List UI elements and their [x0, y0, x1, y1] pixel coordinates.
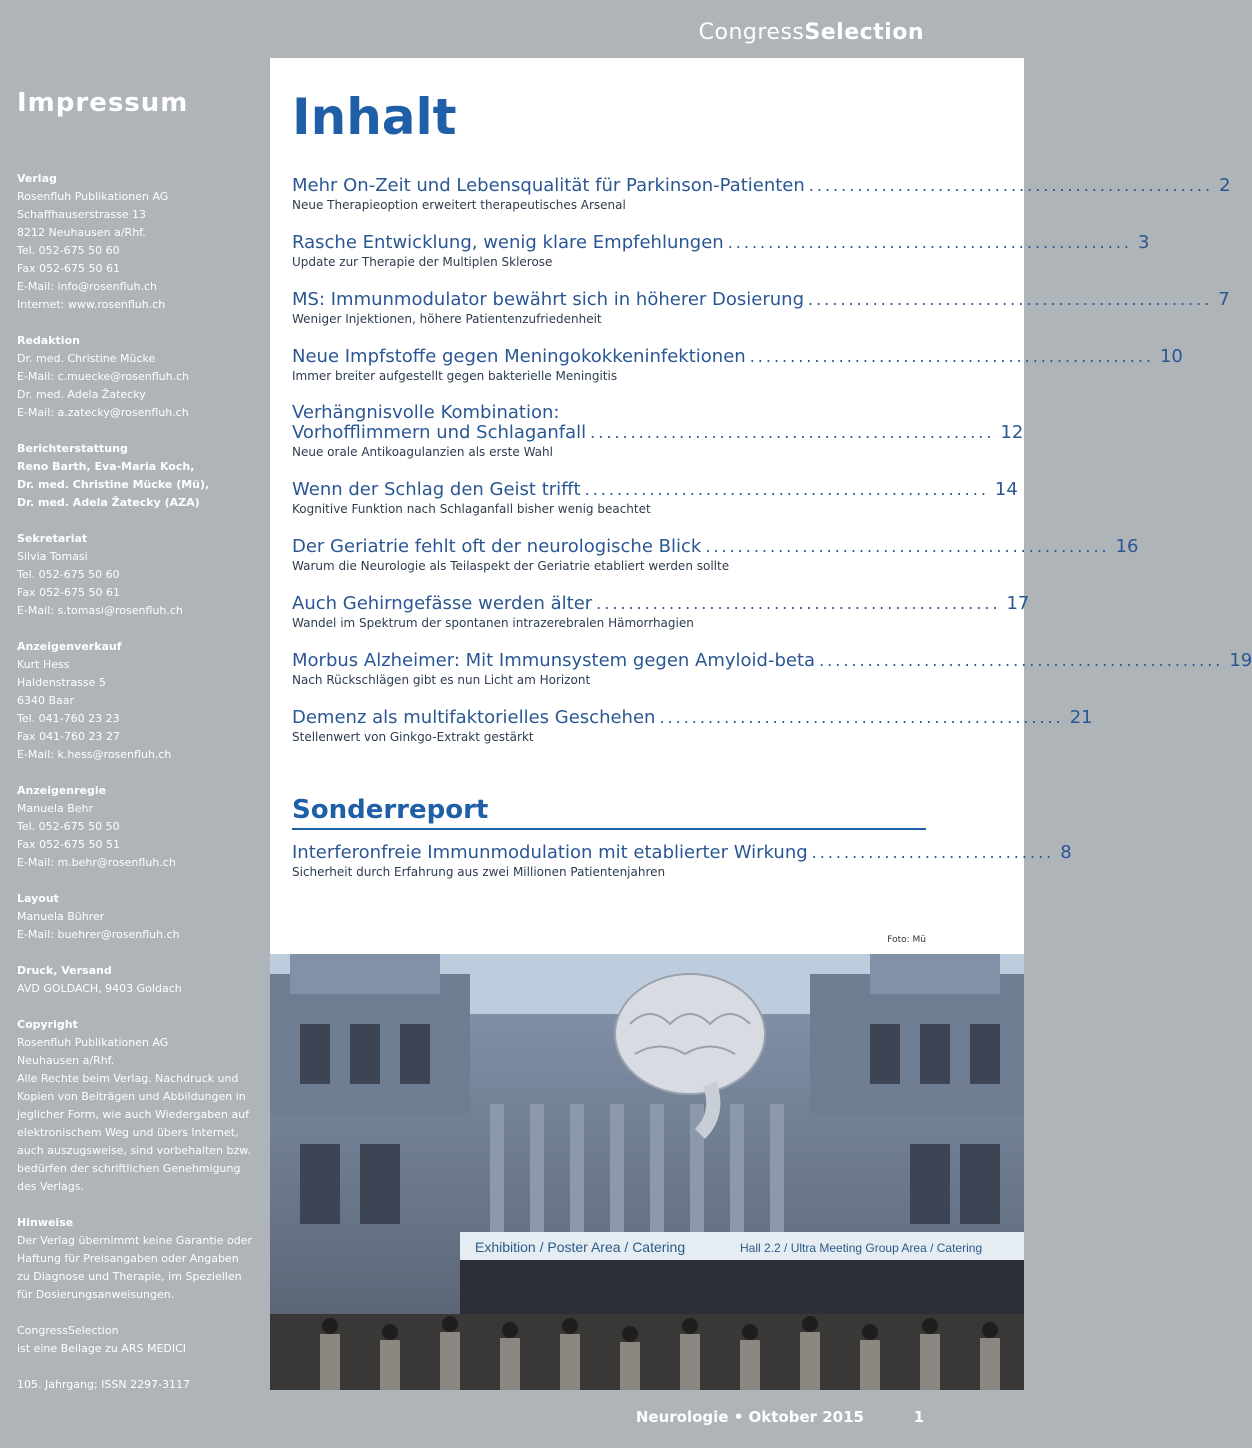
toc-entry-title: Vorhofflimmern und Schlaganfall — [292, 422, 587, 443]
toc-entry[interactable] — [292, 842, 1072, 899]
toc-entry-title: Rasche Entwicklung, wenig klare Empfehlungen — [292, 232, 724, 253]
toc-entry[interactable] — [292, 289, 1230, 346]
toc-leader-dots: .................................................. — [584, 480, 989, 499]
impressum-line: Schaffhauserstrasse 13 — [17, 208, 147, 221]
toc-entry-page: 2 — [1219, 175, 1231, 196]
impressum-line: jeglicher Form, wie auch Wiedergaben auf — [17, 1108, 250, 1121]
toc-entry-title: Der Geriatrie fehlt oft der neurologische Blick — [292, 536, 702, 557]
impressum-line: Neuhausen a/Rhf. — [17, 1054, 115, 1067]
impressum-line: 8212 Neuhausen a/Rhf. — [17, 226, 146, 239]
impressum-line: 6340 Baar — [17, 694, 75, 707]
impressum-section — [17, 638, 262, 764]
impressum-line: E-Mail: m.behr@rosenfluh.ch — [17, 856, 176, 869]
impressum-line: E-Mail: c.muecke@rosenfluh.ch — [17, 370, 190, 383]
impressum-section — [17, 962, 262, 998]
toc-entry-page: 12 — [1000, 422, 1024, 443]
toc-entry-page: 21 — [1069, 707, 1093, 728]
toc-entry-title: Auch Gehirngefässe werden älter — [292, 593, 593, 614]
toc-entry-page: 19 — [1229, 650, 1252, 671]
impressum-line: Kurt Hess — [17, 658, 70, 671]
impressum-section — [17, 530, 262, 620]
impressum-section — [17, 1322, 262, 1358]
impressum-line: Haftung für Preisangaben oder Angaben — [17, 1252, 239, 1265]
impressum-line: Rosenfluh Publikationen AG — [17, 190, 169, 203]
impressum-line: E-Mail: buehrer@rosenfluh.ch — [17, 928, 180, 941]
toc-entry-subtitle: Neue Therapieoption erweitert therapeutisches Arsenal — [292, 198, 626, 212]
impressum-line: Kopien von Beiträgen und Abbildungen in — [17, 1090, 246, 1103]
toc-leader-dots: .................................................. — [749, 347, 1154, 366]
impressum-section — [17, 1214, 262, 1304]
toc-entry[interactable] — [292, 479, 1018, 536]
toc-list — [292, 175, 1252, 764]
brand-bold: Selection — [804, 20, 924, 45]
toc-leader-dots: .................................................. — [659, 708, 1064, 727]
sonderreport-section — [292, 792, 1072, 899]
toc-entry-page: 3 — [1137, 232, 1150, 253]
impressum-section — [17, 332, 262, 422]
impressum-line: Dr. med. Adela Žatecky — [17, 388, 146, 401]
impressum-sidebar — [0, 58, 268, 1398]
toc-entry-page: 17 — [1006, 593, 1030, 614]
toc-entry-title: Mehr On-Zeit und Lebensqualität für Parkinson-Patienten — [292, 175, 805, 196]
impressum-section-heading: Verlag — [17, 172, 57, 185]
toc-entry-subtitle: Sicherheit durch Erfahrung aus zwei Millionen Patientenjahren — [292, 865, 666, 879]
toc-entry-title-line1: Verhängnisvolle Kombination: — [292, 402, 560, 423]
impressum-section — [17, 170, 262, 314]
impressum-line: ist eine Beilage zu ARS MEDICI — [17, 1342, 187, 1355]
toc-entry[interactable] — [292, 175, 1231, 232]
impressum-line: Tel. 041-760 23 23 — [17, 712, 120, 725]
toc-entry[interactable] — [292, 707, 1093, 764]
toc-entry-subtitle: Immer breiter aufgestellt gegen bakterielle Meningitis — [292, 369, 618, 383]
toc-entry-title: Demenz als multifaktorielles Geschehen — [292, 707, 656, 728]
toc-leader-dots: .................................................. — [727, 233, 1132, 252]
impressum-line: E-Mail: a.zatecky@rosenfluh.ch — [17, 406, 189, 419]
impressum-line: AVD GOLDACH, 9403 Goldach — [17, 982, 182, 995]
impressum-line: Dr. med. Christine Mücke (Mü), — [17, 478, 210, 491]
impressum-line: Silvia Tomasi — [17, 550, 88, 563]
toc-leader-dots: .................................................. — [590, 423, 995, 442]
toc-entry-subtitle: Weniger Injektionen, höhere Patientenzufriedenheit — [292, 312, 602, 326]
impressum-line: E-Mail: info@rosenfluh.ch — [17, 280, 157, 293]
impressum-section — [17, 1376, 262, 1394]
impressum-line: des Verlags. — [17, 1180, 84, 1193]
toc-entry[interactable] — [292, 232, 1150, 289]
impressum-section-heading: Anzeigenverkauf — [17, 640, 122, 653]
impressum-line: Fax 052-675 50 61 — [17, 262, 121, 275]
reichstag-photo-illustration — [270, 954, 1024, 1390]
toc-leader-dots: .................................................. — [819, 651, 1224, 670]
impressum-line: zu Diagnose und Therapie, im Speziellen — [17, 1270, 242, 1283]
contents-panel — [270, 58, 1252, 954]
impressum-line: Der Verlag übernimmt keine Garantie oder — [17, 1234, 252, 1247]
toc-entry-title: Morbus Alzheimer: Mit Immunsystem gegen Amyloid-beta — [292, 650, 816, 671]
impressum-line: Tel. 052-675 50 60 — [17, 244, 120, 257]
toc-entry[interactable] — [292, 402, 1024, 479]
page-footer — [0, 1408, 1024, 1428]
toc-entry-subtitle: Wandel im Spektrum der spontanen intrazerebralen Hämorrhagien — [292, 616, 694, 630]
impressum-line: Dr. med. Adela Žatecky (AZA) — [17, 496, 200, 509]
toc-entry-subtitle: Neue orale Antikoagulanzien als erste Wahl — [292, 445, 553, 459]
impressum-line: Tel. 052-675 50 50 — [17, 820, 120, 833]
toc-entry-page: 16 — [1115, 536, 1139, 557]
toc-entry-title: MS: Immunmodulator bewährt sich in höherer Dosierung — [292, 289, 804, 310]
toc-entry-page: 10 — [1159, 346, 1183, 367]
impressum-line: E-Mail: s.tomasi@rosenfluh.ch — [17, 604, 183, 617]
impressum-section — [17, 1016, 262, 1196]
banner-right-text: Hall 2.2 / Ultra Meeting Group Area / Catering — [740, 1241, 983, 1255]
impressum-line: Dr. med. Christine Mücke — [17, 352, 156, 365]
toc-entry-subtitle: Nach Rückschlägen gibt es nun Licht am Horizont — [292, 673, 591, 687]
toc-leader-dots: .................................................. — [808, 290, 1213, 309]
toc-leader-dots: .................................................. — [808, 176, 1214, 195]
impressum-line: Reno Barth, Eva-Maria Koch, — [17, 460, 195, 473]
impressum-line: elektronischem Weg und übers Internet, — [17, 1126, 239, 1139]
impressum-section-heading: Redaktion — [17, 334, 80, 347]
impressum-section-heading: Layout — [17, 892, 59, 905]
toc-entry-subtitle: Stellenwert von Ginkgo-Extrakt gestärkt — [292, 730, 534, 744]
impressum-line: Manuela Bührer — [17, 910, 105, 923]
toc-entry[interactable] — [292, 536, 1139, 593]
footer-page-number: 1 — [913, 1408, 924, 1426]
impressum-line: Fax 041-760 23 27 — [17, 730, 121, 743]
contents-title: Inhalt — [292, 88, 457, 146]
impressum-line: Rosenfluh Publikationen AG — [17, 1036, 169, 1049]
impressum-line: Tel. 052-675 50 60 — [17, 568, 120, 581]
toc-leader-dots: .................................................. — [705, 537, 1110, 556]
toc-entry-title: Interferonfreie Immunmodulation mit etablierter Wirkung — [292, 842, 808, 863]
impressum-section-heading: Druck, Versand — [17, 964, 112, 977]
impressum-section-heading: Hinweise — [17, 1216, 74, 1229]
impressum-section-heading: Anzeigenregie — [17, 784, 107, 797]
cover-photo — [270, 954, 1024, 1390]
brand-header — [699, 20, 924, 45]
impressum-line: E-Mail: k.hess@rosenfluh.ch — [17, 748, 172, 761]
impressum-section-heading: Berichterstattung — [17, 442, 128, 455]
impressum-line: Manuela Behr — [17, 802, 94, 815]
impressum-section-heading: Sekretariat — [17, 532, 88, 545]
toc-entry-title: Neue Impfstoffe gegen Meningokokkeninfektionen — [292, 346, 746, 367]
impressum-line: CongressSelection — [17, 1324, 119, 1337]
toc-entry-subtitle: Kognitive Funktion nach Schlaganfall bisher wenig beachtet — [292, 502, 651, 516]
impressum-title: Impressum — [17, 88, 189, 118]
impressum-line: Haldenstrasse 5 — [17, 676, 106, 689]
toc-entry-subtitle: Update zur Therapie der Multiplen Sklerose — [292, 255, 553, 269]
toc-entry[interactable] — [292, 593, 1030, 650]
toc-leader-dots: .................................................. — [596, 594, 1001, 613]
impressum-section — [17, 782, 262, 872]
impressum-section — [17, 440, 262, 512]
impressum-line: auch auszugsweise, sind vorbehalten bzw. — [17, 1144, 251, 1157]
photo-credit: Foto: Mü — [887, 935, 926, 945]
brand-regular: Congress — [698, 20, 805, 45]
toc-entry[interactable] — [292, 650, 1252, 707]
impressum-line: bedürfen der schriftlichen Genehmigung — [17, 1162, 241, 1175]
banner-left-text: Exhibition / Poster Area / Catering — [475, 1239, 686, 1255]
toc-entry[interactable] — [292, 346, 1183, 403]
toc-entry-subtitle: Warum die Neurologie als Teilaspekt der Geriatrie etabliert werden sollte — [292, 559, 730, 573]
impressum-sections — [17, 170, 262, 1412]
toc-entry-page: 8 — [1060, 842, 1072, 863]
impressum-line: 105. Jahrgang; ISSN 2297-3117 — [17, 1378, 191, 1391]
impressum-line: Fax 052-675 50 61 — [17, 586, 121, 599]
impressum-line: Alle Rechte beim Verlag. Nachdruck und — [17, 1072, 239, 1085]
toc-leader-dots: .............................. — [811, 843, 1055, 862]
toc-entry-page: 14 — [994, 479, 1018, 500]
footer-issue: Neurologie • Oktober 2015 — [635, 1408, 864, 1426]
sonderreport-title: Sonderreport — [292, 792, 926, 830]
impressum-line: für Dosierungsanweisungen. — [17, 1288, 175, 1301]
impressum-section-heading: Copyright — [17, 1018, 78, 1031]
impressum-line: Fax 052-675 50 51 — [17, 838, 121, 851]
toc-entry-title: Wenn der Schlag den Geist trifft — [292, 479, 581, 500]
toc-entry-page: 7 — [1218, 289, 1230, 310]
impressum-line: Internet: www.rosenfluh.ch — [17, 298, 166, 311]
impressum-section — [17, 890, 262, 944]
